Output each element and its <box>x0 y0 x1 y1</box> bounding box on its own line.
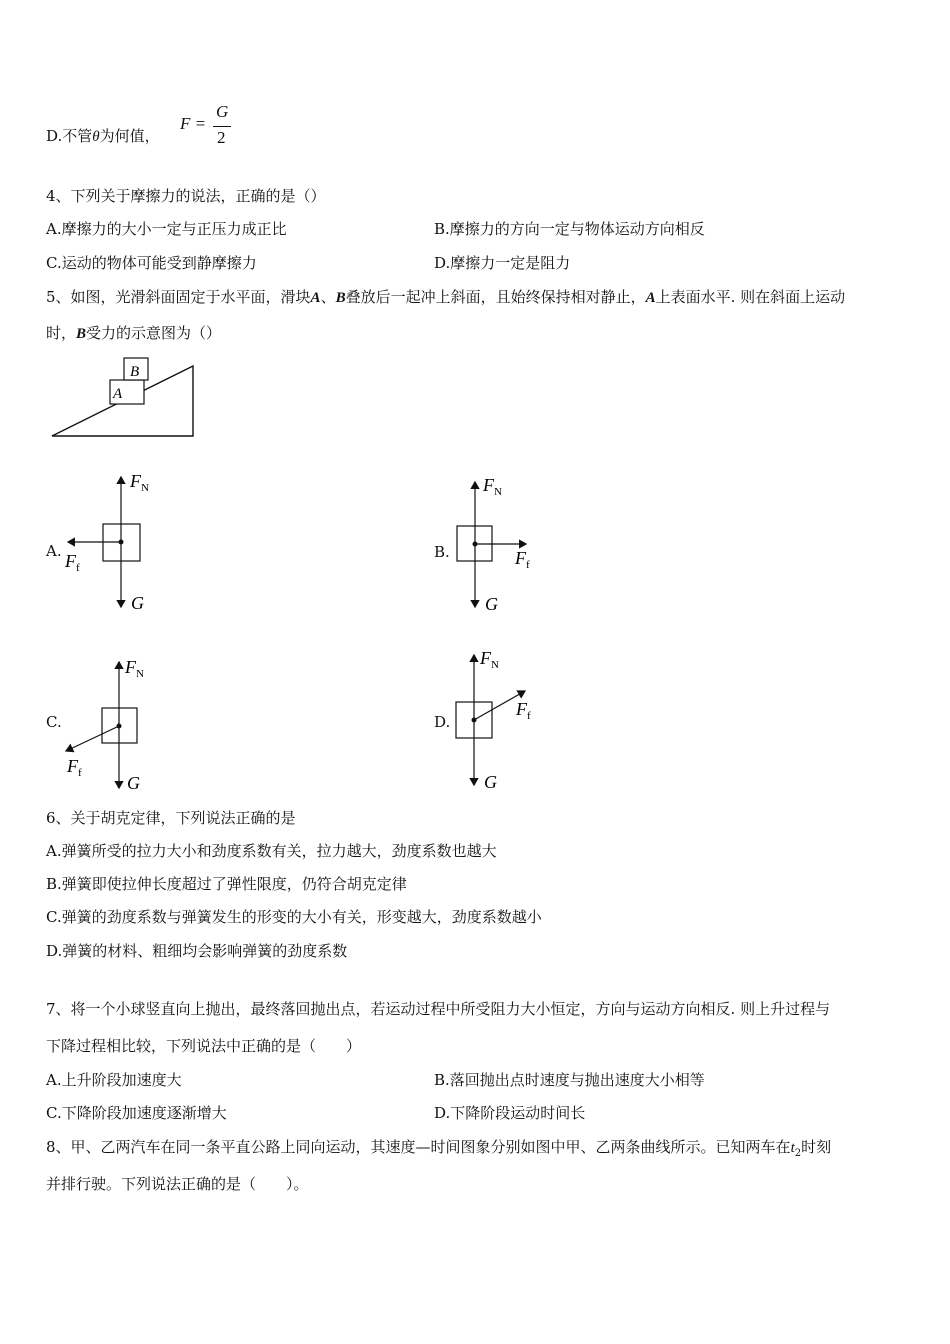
q5-var-a2: A <box>645 290 656 306</box>
q8-stem-line1 <box>46 1137 831 1164</box>
q5-stem-line1 <box>46 287 845 308</box>
g-label: G <box>131 593 144 613</box>
q8-subscript: 2 <box>794 1148 802 1159</box>
ff-label: $F_f$ <box>65 551 80 574</box>
g-label: G <box>485 594 498 614</box>
fn-label: $F_N$ <box>130 471 149 494</box>
q7-option-d: D.下降阶段运动时间长 <box>434 1104 586 1122</box>
q4-option-a: A.摩擦力的大小一定与正压力成正比 <box>46 220 287 238</box>
q5-text-5: 受力的示意图为（） <box>86 324 222 342</box>
q5-var-b: B <box>335 290 346 306</box>
theta-symbol: θ <box>92 129 100 145</box>
q7-stem-line2: 下降过程相比较，下列说法中正确的是（ ） <box>46 1037 362 1055</box>
q4-stem: 4、下列关于摩擦力的说法，正确的是（） <box>46 187 326 205</box>
q7-option-b: B.落回抛出点时速度与抛出速度大小相等 <box>434 1071 705 1089</box>
q5-option-b-diagram <box>450 470 570 615</box>
q5-var-b2: B <box>76 326 87 342</box>
q5-option-a-diagram <box>60 465 180 615</box>
q8-var-t: t <box>790 1140 795 1156</box>
q5-option-b-label: B. <box>434 543 450 561</box>
block-a-label: A <box>113 386 123 402</box>
friction-arrow <box>66 726 119 751</box>
q5-option-c-label: C. <box>46 713 62 731</box>
q6-option-a: A.弹簧所受的拉力大小和劲度系数有关，拉力越大，劲度系数也越大 <box>46 842 497 860</box>
center-dot <box>472 718 477 723</box>
ff-label: $F_f$ <box>67 756 82 779</box>
q6-option-c: C.弹簧的劲度系数与弹簧发生的形变的大小有关，形变越大，劲度系数越小 <box>46 908 542 926</box>
center-dot <box>117 724 122 729</box>
q4-option-b: B.摩擦力的方向一定与物体运动方向相反 <box>434 220 705 238</box>
q5-text-2: 叠放后一起冲上斜面，且始终保持相对静止， <box>345 288 646 306</box>
q5-text-1: 5、如图，光滑斜面固定于水平面，滑块 <box>46 288 311 306</box>
ff-label: $F_f$ <box>516 699 531 722</box>
ff-label: $F_f$ <box>515 548 530 571</box>
q5-stem-line2 <box>46 323 221 344</box>
q8-text-1: 8、甲、乙两汽车在同一条平直公路上同向运动，其速度—时间图象分别如图中甲、乙两条曲线所示。已知两车在 <box>46 1138 791 1156</box>
q8-text-2: 时刻 <box>801 1138 832 1156</box>
q5-var-a: A <box>310 290 321 306</box>
incline-figure <box>46 352 206 444</box>
q8-stem-line2: 并排行驶。下列说法正确的是（ ）。 <box>46 1175 309 1193</box>
center-dot <box>473 542 478 547</box>
formula-numerator: G <box>216 102 229 121</box>
q5-option-c-diagram <box>60 650 180 795</box>
q3-option-d <box>46 126 160 147</box>
q6-option-d: D.弹簧的材料、粗细均会影响弹簧的劲度系数 <box>46 942 348 960</box>
q4-option-d: D.摩擦力一定是阻力 <box>434 254 571 272</box>
q5-sep: 、 <box>320 288 336 306</box>
fn-label: $F_N$ <box>125 657 144 680</box>
formula-denominator: 2 <box>217 128 226 147</box>
fn-label: $F_N$ <box>483 475 502 498</box>
formula-lhs: F = <box>180 114 207 133</box>
q6-stem: 6、关于胡克定律，下列说法正确的是 <box>46 809 296 827</box>
q7-option-c: C.下降阶段加速度逐渐增大 <box>46 1104 227 1122</box>
q5-option-a-label: A. <box>46 542 62 560</box>
q3-option-d-prefix: D.不管 <box>46 127 93 145</box>
q7-stem-line1: 7、将一个小球竖直向上抛出，最终落回抛出点，若运动过程中所受阻力大小恒定，方向与运动方向相反. 则上升过程与 <box>46 1000 831 1018</box>
q5-text-4: 时， <box>46 324 77 342</box>
q4-option-c: C.运动的物体可能受到静摩擦力 <box>46 254 257 272</box>
q6-option-b: B.弹簧即使拉伸长度超过了弹性限度，仍符合胡克定律 <box>46 875 407 893</box>
q5-option-d-label: D. <box>434 713 451 731</box>
q3-option-d-suffix: 为何值， <box>99 127 160 145</box>
q5-option-d-diagram <box>450 645 570 795</box>
q7-option-a: A.上升阶段加速度大 <box>46 1071 182 1089</box>
g-label: G <box>127 773 140 793</box>
q5-text-3: 上表面水平. 则在斜面上运动 <box>655 288 846 306</box>
g-label: G <box>484 772 497 792</box>
center-dot <box>119 540 124 545</box>
fraction-bar <box>213 126 231 127</box>
block-b-label: B <box>130 364 140 380</box>
fn-label: $F_N$ <box>480 648 499 671</box>
